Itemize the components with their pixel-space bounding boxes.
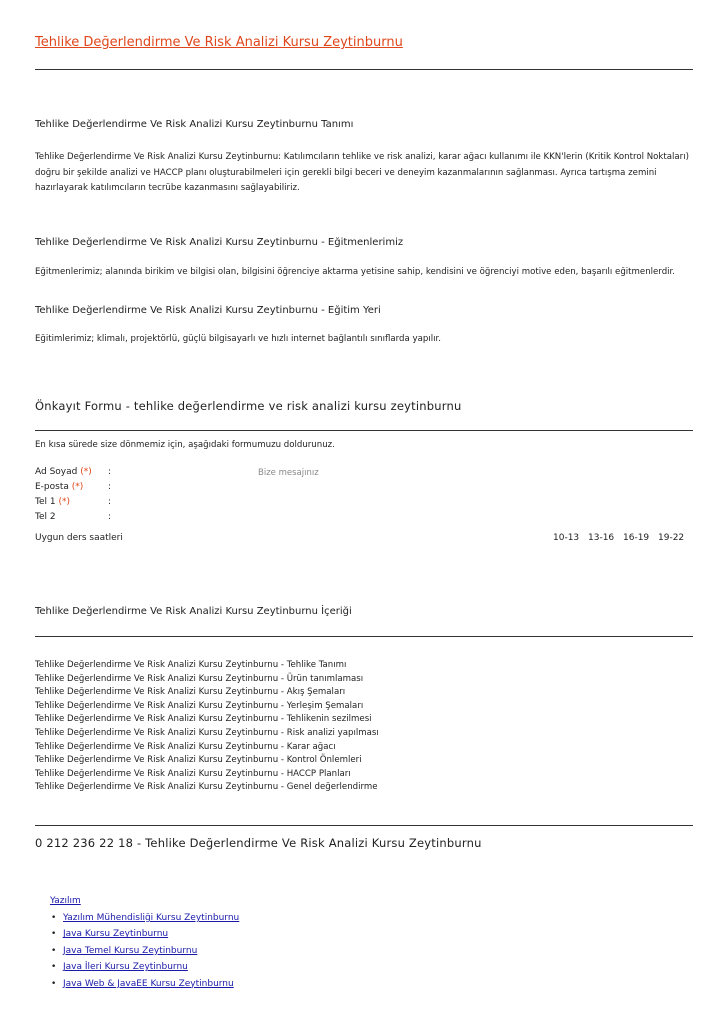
name-label: Ad Soyad: [35, 467, 78, 477]
list-item: Tehlike Değerlendirme Ve Risk Analizi Kursu Zeytinburnu - Risk analizi yapılması: [35, 727, 379, 738]
divider: [35, 69, 693, 70]
divider: [35, 636, 693, 637]
phone-line: 0 212 236 22 18 - Tehlike Değerlendirme Ve Risk Analizi Kursu Zeytinburnu: [35, 836, 482, 850]
bullet-icon: •: [51, 913, 57, 923]
bullet-icon: •: [51, 978, 57, 989]
hours-option[interactable]: 16-19: [623, 533, 650, 543]
bullet-icon: •: [51, 929, 57, 940]
trainers-heading: Tehlike Değerlendirme Ve Risk Analizi Kursu Zeytinburnu - Eğitmenlerimiz: [35, 237, 404, 248]
colon: :: [108, 512, 112, 522]
bullet-icon: •: [51, 945, 57, 956]
page-title-link[interactable]: Tehlike Değerlendirme Ve Risk Analizi Kursu Zeytinburnu: [35, 35, 403, 50]
hours-option[interactable]: 10-13: [553, 533, 580, 543]
email-label: E-posta: [35, 482, 69, 492]
required-mark: (*): [58, 497, 70, 507]
hours-option[interactable]: 13-16: [588, 533, 615, 543]
definition-heading: Tehlike Değerlendirme Ve Risk Analizi Kursu Zeytinburnu Tanımı: [35, 119, 354, 130]
location-heading: Tehlike Değerlendirme Ve Risk Analizi Kursu Zeytinburnu - Eğitim Yeri: [35, 305, 381, 316]
colon: :: [108, 497, 112, 507]
hours-label: Uygun ders saatleri: [35, 533, 123, 543]
form-heading: Önkayıt Formu - tehlike değerlendirme ve risk analizi kursu zeytinburnu: [35, 399, 462, 413]
divider: [35, 430, 693, 431]
message-field[interactable]: Bize mesajınız: [258, 468, 319, 478]
trainers-body: Eğitmenlerimiz; alanında birikim ve bilgisi olan, bilgisini öğrenciye aktarma yetisine sahip, kendisini ve öğrenciyi motive eden, başarılı eğitmenlerdir.: [35, 267, 676, 277]
category-link[interactable]: Yazılım: [50, 896, 81, 906]
list-item: Tehlike Değerlendirme Ve Risk Analizi Kursu Zeytinburnu - Akış Şemaları: [35, 687, 346, 698]
list-item: Tehlike Değerlendirme Ve Risk Analizi Kursu Zeytinburnu - Tehlikenin sezilmesi: [35, 714, 372, 725]
required-mark: (*): [80, 467, 92, 477]
required-mark: (*): [71, 482, 84, 492]
contents-heading: Tehlike Değerlendirme Ve Risk Analizi Kursu Zeytinburnu İçeriği: [35, 606, 352, 617]
contents-list: [35, 659, 379, 795]
list-item: Tehlike Değerlendirme Ve Risk Analizi Kursu Zeytinburnu - Karar ağacı: [35, 741, 336, 752]
tel1-label: Tel 1: [35, 497, 56, 507]
related-links: [50, 896, 239, 992]
list-item: Tehlike Değerlendirme Ve Risk Analizi Kursu Zeytinburnu - HACCP Planları: [35, 768, 351, 779]
list-item: Tehlike Değerlendirme Ve Risk Analizi Kursu Zeytinburnu - Ürün tanımlaması: [35, 673, 364, 684]
course-link[interactable]: Java Temel Kursu Zeytinburnu: [63, 945, 198, 956]
form-intro: En kısa sürede size dönmemiz için, aşağıdaki formumuzu doldurunuz.: [35, 440, 335, 450]
colon: :: [108, 482, 112, 492]
course-link[interactable]: Java Kursu Zeytinburnu: [63, 929, 169, 940]
course-link[interactable]: Java İleri Kursu Zeytinburnu: [63, 962, 188, 973]
colon: :: [108, 467, 112, 477]
course-link[interactable]: Yazılım Mühendisliği Kursu Zeytinburnu: [63, 913, 240, 923]
list-item: Tehlike Değerlendirme Ve Risk Analizi Kursu Zeytinburnu - Tehlike Tanımı: [35, 660, 347, 670]
divider: [35, 825, 693, 826]
course-link[interactable]: Java Web & JavaEE Kursu Zeytinburnu: [63, 978, 234, 989]
list-item: Tehlike Değerlendirme Ve Risk Analizi Kursu Zeytinburnu - Genel değerlendirme: [35, 782, 378, 793]
definition-body: Tehlike Değerlendirme Ve Risk Analizi Kursu Zeytinburnu: Katılımcıların tehlike ve risk analizi, karar ağacı kullanımı ile KKN'lerin (Kritik Kontrol Noktaları) doğru bir şekilde analizi ve HACCP planı oluşturabilmeleri için gerekli bilgi beceri ve deneyim kazanmalarının sağlanması. Ayrıca tartışma zemini hazırlayarak katılımcıların tecrübe kazanmasını sağlayabiliriz.: [35, 152, 689, 193]
hours-option[interactable]: 19-22: [658, 533, 685, 543]
list-item: Tehlike Değerlendirme Ve Risk Analizi Kursu Zeytinburnu - Kontrol Önlemleri: [35, 755, 362, 766]
location-body: Eğitimlerimiz; klimalı, projektörlü, güçlü bilgisayarlı ve hızlı internet bağlantılı sınıflarda yapılır.: [35, 334, 441, 344]
bullet-icon: •: [51, 962, 57, 973]
list-item: Tehlike Değerlendirme Ve Risk Analizi Kursu Zeytinburnu - Yerleşim Şemaları: [35, 700, 364, 711]
tel2-label: Tel 2: [35, 512, 56, 522]
